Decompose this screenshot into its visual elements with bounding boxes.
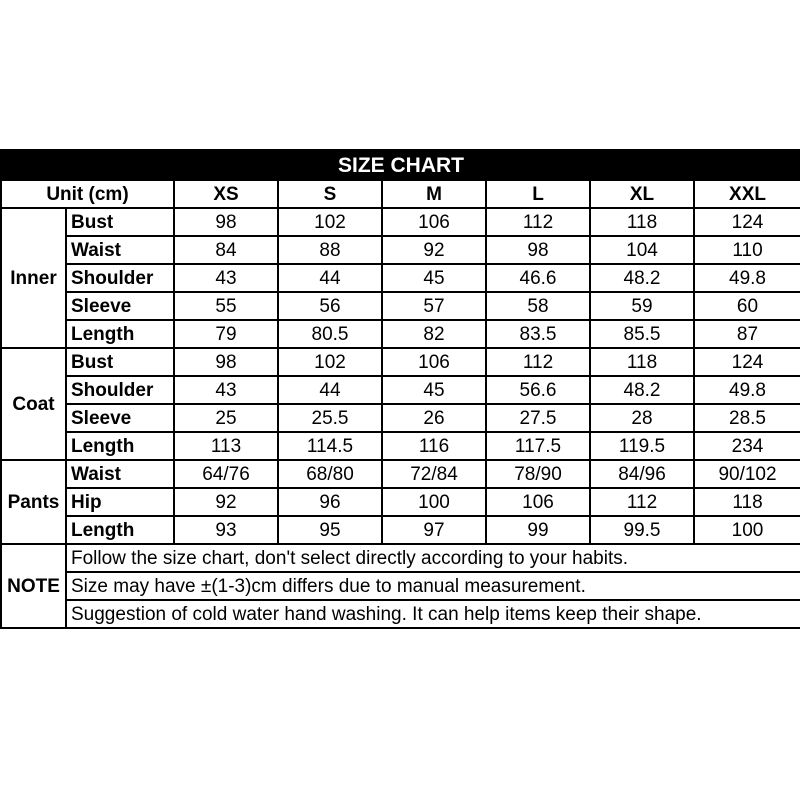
- table-cell: 28: [590, 404, 694, 432]
- measure-label: Hip: [66, 488, 174, 516]
- chart-title: SIZE CHART: [1, 150, 800, 180]
- table-cell: 57: [382, 292, 486, 320]
- note-text: Size may have ±(1-3)cm differs due to manual measurement.: [66, 572, 800, 600]
- table-cell: 25.5: [278, 404, 382, 432]
- table-cell: 80.5: [278, 320, 382, 348]
- table-cell: 124: [694, 208, 800, 236]
- table-cell: 118: [590, 208, 694, 236]
- table-cell: 118: [694, 488, 800, 516]
- measure-label: Sleeve: [66, 292, 174, 320]
- table-cell: 114.5: [278, 432, 382, 460]
- table-cell: 112: [486, 348, 590, 376]
- table-cell: 43: [174, 376, 278, 404]
- table-cell: 58: [486, 292, 590, 320]
- table-row: [1, 292, 800, 320]
- table-cell: 43: [174, 264, 278, 292]
- table-row: [1, 460, 800, 488]
- size-header: XXL: [694, 180, 800, 208]
- table-cell: 102: [278, 208, 382, 236]
- table-cell: 64/76: [174, 460, 278, 488]
- table-cell: 83.5: [486, 320, 590, 348]
- table-cell: 48.2: [590, 264, 694, 292]
- table-cell: 95: [278, 516, 382, 544]
- table-cell: 104: [590, 236, 694, 264]
- table-cell: 44: [278, 264, 382, 292]
- table-cell: 45: [382, 376, 486, 404]
- group-label-pants: Pants: [1, 460, 66, 544]
- table-cell: 82: [382, 320, 486, 348]
- table-row: [1, 348, 800, 376]
- table-cell: 44: [278, 376, 382, 404]
- table-cell: 59: [590, 292, 694, 320]
- unit-label: Unit (cm): [1, 180, 174, 208]
- measure-label: Length: [66, 516, 174, 544]
- table-cell: 112: [590, 488, 694, 516]
- table-cell: 99: [486, 516, 590, 544]
- table-cell: 110: [694, 236, 800, 264]
- table-cell: 92: [382, 236, 486, 264]
- size-header: L: [486, 180, 590, 208]
- size-header: XL: [590, 180, 694, 208]
- note-row: [1, 600, 800, 628]
- note-text: Follow the size chart, don't select directly according to your habits.: [66, 544, 800, 572]
- table-cell: 72/84: [382, 460, 486, 488]
- table-cell: 27.5: [486, 404, 590, 432]
- measure-label: Length: [66, 432, 174, 460]
- measure-label: Bust: [66, 348, 174, 376]
- table-cell: 99.5: [590, 516, 694, 544]
- table-cell: 45: [382, 264, 486, 292]
- table-row: [1, 432, 800, 460]
- table-row: [1, 208, 800, 236]
- table-cell: 68/80: [278, 460, 382, 488]
- table-cell: 234: [694, 432, 800, 460]
- table-cell: 98: [486, 236, 590, 264]
- table-cell: 117.5: [486, 432, 590, 460]
- table-cell: 49.8: [694, 264, 800, 292]
- table-cell: 84: [174, 236, 278, 264]
- table-row: [1, 376, 800, 404]
- measure-label: Length: [66, 320, 174, 348]
- table-cell: 56.6: [486, 376, 590, 404]
- measure-label: Sleeve: [66, 404, 174, 432]
- table-cell: 79: [174, 320, 278, 348]
- table-cell: 84/96: [590, 460, 694, 488]
- table-cell: 118: [590, 348, 694, 376]
- group-label-coat: Coat: [1, 348, 66, 460]
- table-cell: 98: [174, 208, 278, 236]
- table-cell: 97: [382, 516, 486, 544]
- table-cell: 56: [278, 292, 382, 320]
- measure-label: Shoulder: [66, 264, 174, 292]
- table-cell: 119.5: [590, 432, 694, 460]
- table-cell: 93: [174, 516, 278, 544]
- table-cell: 25: [174, 404, 278, 432]
- table-cell: 90/102: [694, 460, 800, 488]
- table-cell: 49.8: [694, 376, 800, 404]
- table-cell: 112: [486, 208, 590, 236]
- table-row: [1, 236, 800, 264]
- table-cell: 106: [382, 348, 486, 376]
- table-cell: 28.5: [694, 404, 800, 432]
- table-cell: 92: [174, 488, 278, 516]
- table-row: [1, 404, 800, 432]
- table-row: [1, 320, 800, 348]
- table-cell: 106: [382, 208, 486, 236]
- note-row: [1, 572, 800, 600]
- table-cell: 87: [694, 320, 800, 348]
- measure-label: Shoulder: [66, 376, 174, 404]
- size-chart-table: [0, 149, 800, 629]
- table-cell: 60: [694, 292, 800, 320]
- size-header: M: [382, 180, 486, 208]
- measure-label: Waist: [66, 236, 174, 264]
- note-row: [1, 544, 800, 572]
- measure-label: Waist: [66, 460, 174, 488]
- measure-label: Bust: [66, 208, 174, 236]
- table-row: [1, 264, 800, 292]
- table-cell: 113: [174, 432, 278, 460]
- table-cell: 88: [278, 236, 382, 264]
- table-cell: 46.6: [486, 264, 590, 292]
- table-cell: 116: [382, 432, 486, 460]
- table-cell: 26: [382, 404, 486, 432]
- table-cell: 124: [694, 348, 800, 376]
- note-label: NOTE: [1, 544, 66, 628]
- table-cell: 100: [382, 488, 486, 516]
- table-cell: 100: [694, 516, 800, 544]
- table-cell: 55: [174, 292, 278, 320]
- group-label-inner: Inner: [1, 208, 66, 348]
- title-row: [1, 150, 800, 180]
- table-row: [1, 488, 800, 516]
- size-header: S: [278, 180, 382, 208]
- table-row: [1, 516, 800, 544]
- note-text: Suggestion of cold water hand washing. It can help items keep their shape.: [66, 600, 800, 628]
- table-cell: 102: [278, 348, 382, 376]
- table-cell: 48.2: [590, 376, 694, 404]
- table-cell: 96: [278, 488, 382, 516]
- size-header: XS: [174, 180, 278, 208]
- table-cell: 85.5: [590, 320, 694, 348]
- table-cell: 98: [174, 348, 278, 376]
- table-cell: 106: [486, 488, 590, 516]
- table-cell: 78/90: [486, 460, 590, 488]
- header-row: [1, 180, 800, 208]
